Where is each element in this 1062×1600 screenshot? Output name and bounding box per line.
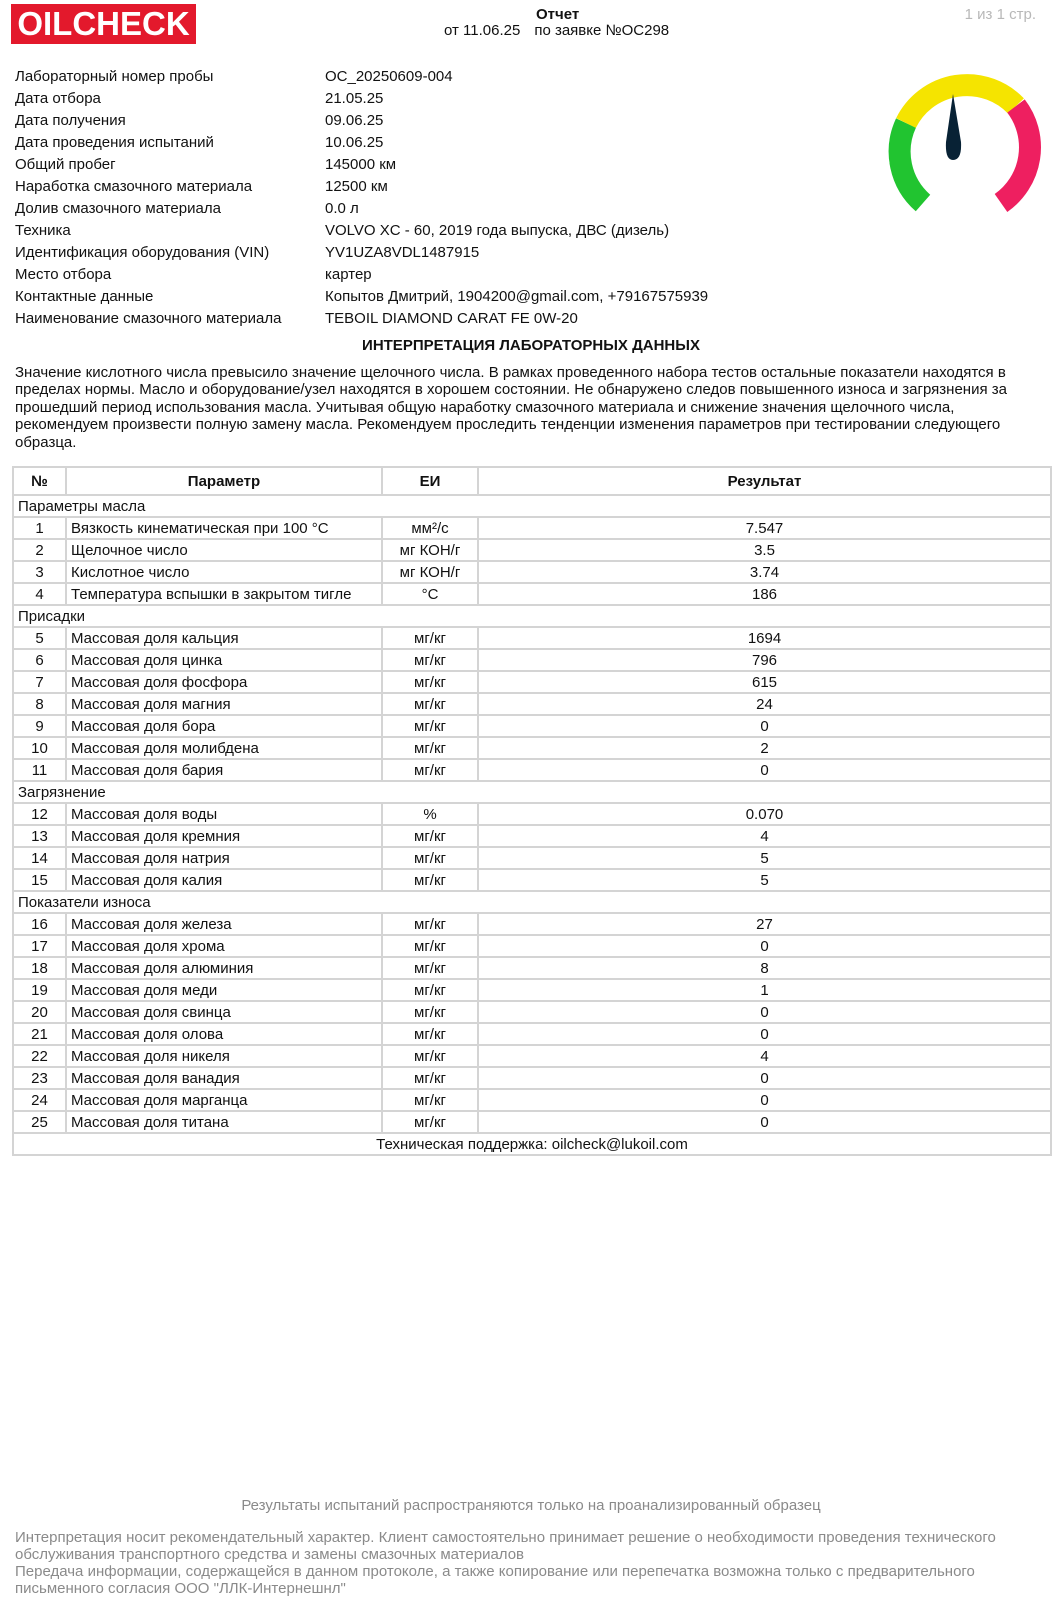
info-label: Наименование смазочного материала: [15, 310, 282, 327]
cell-param: Массовая доля фосфора: [66, 671, 382, 693]
section-title: Показатели износа: [13, 891, 1051, 913]
cell-result: 1: [478, 979, 1051, 1001]
table-body: [13, 495, 1051, 1133]
gauge-needle: [946, 94, 961, 160]
cell-unit: мг/кг: [382, 759, 478, 781]
info-value: Копытов Дмитрий, 1904200@gmail.com, +79167575939: [325, 288, 709, 305]
condition-gauge: [886, 68, 1056, 218]
results-table: [12, 466, 1052, 1156]
cell-param: Массовая доля бора: [66, 715, 382, 737]
gauge-yellow-segment: [906, 85, 1016, 123]
cell-num: 1: [13, 517, 66, 539]
cell-result: 27: [478, 913, 1051, 935]
cell-result: 7.547: [478, 517, 1051, 539]
cell-num: 25: [13, 1111, 66, 1133]
cell-unit: мг/кг: [382, 649, 478, 671]
cell-result: 0: [478, 1067, 1051, 1089]
section-row: [13, 605, 1051, 627]
cell-result: 3.74: [478, 561, 1051, 583]
table-header-row: [13, 467, 1051, 495]
cell-param: Массовая доля хрома: [66, 935, 382, 957]
cell-param: Кислотное число: [66, 561, 382, 583]
cell-param: Массовая доля никеля: [66, 1045, 382, 1067]
table-row: [13, 583, 1051, 605]
table-row: [13, 561, 1051, 583]
table-row: [13, 1001, 1051, 1023]
table-row: [13, 803, 1051, 825]
table-row: [13, 671, 1051, 693]
cell-result: 0: [478, 1001, 1051, 1023]
cell-unit: мг/кг: [382, 671, 478, 693]
table-row: [13, 869, 1051, 891]
cell-num: 14: [13, 847, 66, 869]
section-title: Параметры масла: [13, 495, 1051, 517]
table-row: [13, 957, 1051, 979]
info-label: Долив смазочного материала: [15, 200, 221, 217]
cell-unit: мг/кг: [382, 715, 478, 737]
cell-num: 9: [13, 715, 66, 737]
info-label: Дата получения: [15, 112, 126, 129]
cell-unit: мг/кг: [382, 847, 478, 869]
cell-result: 2: [478, 737, 1051, 759]
info-row: [15, 286, 708, 308]
info-row: [15, 220, 708, 242]
cell-num: 4: [13, 583, 66, 605]
info-row: [15, 66, 708, 88]
info-value: 09.06.25: [325, 112, 384, 129]
cell-unit: мг КОН/г: [382, 539, 478, 561]
info-value: 10.06.25: [325, 134, 384, 151]
info-row: [15, 264, 708, 286]
table-row: [13, 979, 1051, 1001]
disclaimer-line-1: Интерпретация носит рекомендательный характер. Клиент самостоятельно принимает решение о необходимости проведения технического обслуживания транспортного средства и замены смазочных материалов: [15, 1529, 996, 1563]
support-row: [13, 1133, 1051, 1155]
cell-result: 796: [478, 649, 1051, 671]
cell-num: 17: [13, 935, 66, 957]
cell-unit: мг/кг: [382, 1111, 478, 1133]
info-row: [15, 154, 708, 176]
section-row: [13, 891, 1051, 913]
cell-param: Массовая доля марганца: [66, 1089, 382, 1111]
cell-num: 19: [13, 979, 66, 1001]
table-row: [13, 1023, 1051, 1045]
info-value: 145000 км: [325, 156, 397, 173]
cell-unit: мг КОН/г: [382, 561, 478, 583]
cell-param: Температура вспышки в закрытом тигле: [66, 583, 382, 605]
cell-unit: мг/кг: [382, 935, 478, 957]
cell-num: 18: [13, 957, 66, 979]
info-label: Лабораторный номер пробы: [15, 68, 214, 85]
cell-num: 8: [13, 693, 66, 715]
header-num: №: [13, 467, 66, 495]
disclaimer: [15, 1529, 1050, 1597]
info-value: картер: [325, 266, 372, 283]
cell-unit: мг/кг: [382, 1089, 478, 1111]
cell-result: 24: [478, 693, 1051, 715]
table-row: [13, 737, 1051, 759]
cell-param: Массовая доля цинка: [66, 649, 382, 671]
cell-param: Массовая доля калия: [66, 869, 382, 891]
cell-unit: мг/кг: [382, 957, 478, 979]
gauge-green-segment: [900, 123, 923, 203]
cell-param: Массовая доля магния: [66, 693, 382, 715]
info-label: Место отбора: [15, 266, 112, 283]
cell-result: 186: [478, 583, 1051, 605]
interpretation-title: ИНТЕРПРЕТАЦИЯ ЛАБОРАТОРНЫХ ДАННЫХ: [362, 337, 700, 354]
info-label: Контактные данные: [15, 288, 154, 305]
info-label: Общий пробег: [15, 156, 116, 173]
info-label: Идентификация оборудования (VIN): [15, 244, 270, 261]
sample-info: [15, 66, 708, 330]
cell-param: Массовая доля титана: [66, 1111, 382, 1133]
cell-param: Массовая доля олова: [66, 1023, 382, 1045]
cell-result: 615: [478, 671, 1051, 693]
cell-num: 21: [13, 1023, 66, 1045]
header-unit: ЕИ: [382, 467, 478, 495]
cell-unit: °С: [382, 583, 478, 605]
info-value: YV1UZA8VDL1487915: [325, 244, 480, 261]
cell-unit: мг/кг: [382, 869, 478, 891]
table-row: [13, 1111, 1051, 1133]
table-row: [13, 759, 1051, 781]
report-date: от 11.06.25: [444, 22, 521, 39]
section-row: [13, 781, 1051, 803]
cell-unit: мг/кг: [382, 913, 478, 935]
cell-unit: мг/кг: [382, 1045, 478, 1067]
gauge-red-segment: [1001, 106, 1030, 203]
footer-note: Результаты испытаний распространяются только на проанализированный образец: [241, 1497, 821, 1514]
cell-result: 0: [478, 759, 1051, 781]
cell-result: 0: [478, 1023, 1051, 1045]
cell-param: Вязкость кинематическая при 100 °С: [66, 517, 382, 539]
cell-num: 16: [13, 913, 66, 935]
disclaimer-line-2: Передача информации, содержащейся в данном протоколе, а также копирование или перепечатка возможна только с предварительного письменного согласия ООО "ЛЛК-Интернешнл": [15, 1563, 975, 1597]
table-row: [13, 627, 1051, 649]
info-label: Техника: [15, 222, 71, 239]
cell-num: 3: [13, 561, 66, 583]
cell-param: Массовая доля меди: [66, 979, 382, 1001]
info-row: [15, 110, 708, 132]
cell-num: 2: [13, 539, 66, 561]
report-order: по заявке №OC298: [534, 22, 670, 39]
table-row: [13, 1067, 1051, 1089]
report-subtitle: [444, 22, 683, 39]
cell-result: 4: [478, 1045, 1051, 1067]
info-row: [15, 176, 708, 198]
cell-result: 0: [478, 1089, 1051, 1111]
cell-param: Массовая доля бария: [66, 759, 382, 781]
cell-param: Массовая доля свинца: [66, 1001, 382, 1023]
cell-unit: мм²/с: [382, 517, 478, 539]
section-title: Присадки: [13, 605, 1051, 627]
section-title: Загрязнение: [13, 781, 1051, 803]
info-value: OC_20250609-004: [325, 68, 453, 85]
cell-result: 8: [478, 957, 1051, 979]
cell-param: Щелочное число: [66, 539, 382, 561]
table-row: [13, 649, 1051, 671]
cell-unit: мг/кг: [382, 1067, 478, 1089]
info-row: [15, 88, 708, 110]
cell-num: 6: [13, 649, 66, 671]
cell-num: 24: [13, 1089, 66, 1111]
table-row: [13, 825, 1051, 847]
table-row: [13, 693, 1051, 715]
cell-num: 12: [13, 803, 66, 825]
interpretation-text: Значение кислотного числа превысило значение щелочного числа. В рамках проведенного набора тестов остальные показатели находятся в пределах нормы. Масло и оборудование/узел находятся в хорошем состоянии. Не обнаружено следов повышенного износа и загрязнения за прошедший период использования масла. Учитывая общую наработку смазочного материала и снижение значения щелочного числа, рекомендуем произвести полную замену масла. Рекомендуем проследить тенденции изменения параметров при тестировании следующего образца.: [15, 364, 1007, 451]
support-text: Техническая поддержка: oilcheck@lukoil.com: [13, 1133, 1051, 1155]
cell-unit: мг/кг: [382, 825, 478, 847]
table-row: [13, 1089, 1051, 1111]
cell-num: 11: [13, 759, 66, 781]
cell-param: Массовая доля железа: [66, 913, 382, 935]
cell-param: Массовая доля кальция: [66, 627, 382, 649]
cell-num: 23: [13, 1067, 66, 1089]
table-row: [13, 935, 1051, 957]
cell-result: 1694: [478, 627, 1051, 649]
cell-unit: мг/кг: [382, 979, 478, 1001]
cell-unit: мг/кг: [382, 627, 478, 649]
cell-result: 0: [478, 715, 1051, 737]
info-row: [15, 198, 708, 220]
cell-unit: мг/кг: [382, 693, 478, 715]
info-value: 0.0 л: [325, 200, 359, 217]
cell-unit: %: [382, 803, 478, 825]
cell-param: Массовая доля молибдена: [66, 737, 382, 759]
cell-result: 0: [478, 935, 1051, 957]
info-row: [15, 308, 708, 330]
cell-result: 3.5: [478, 539, 1051, 561]
report-title: Отчет: [536, 6, 580, 23]
cell-num: 15: [13, 869, 66, 891]
cell-num: 22: [13, 1045, 66, 1067]
cell-param: Массовая доля натрия: [66, 847, 382, 869]
info-value: TEBOIL DIAMOND CARAT FE 0W-20: [325, 310, 578, 327]
info-row: [15, 132, 708, 154]
info-value: 21.05.25: [325, 90, 384, 107]
table-row: [13, 715, 1051, 737]
info-value: VOLVO XC - 60, 2019 года выпуска, ДВС (дизель): [325, 222, 670, 239]
cell-param: Массовая доля алюминия: [66, 957, 382, 979]
cell-num: 20: [13, 1001, 66, 1023]
cell-param: Массовая доля кремния: [66, 825, 382, 847]
header-param: Параметр: [66, 467, 382, 495]
page-number: 1 из 1 стр.: [964, 6, 1036, 23]
cell-result: 5: [478, 869, 1051, 891]
table-row: [13, 517, 1051, 539]
cell-unit: мг/кг: [382, 737, 478, 759]
info-label: Дата отбора: [15, 90, 101, 107]
table-row: [13, 539, 1051, 561]
section-row: [13, 495, 1051, 517]
cell-param: Массовая доля воды: [66, 803, 382, 825]
cell-result: 5: [478, 847, 1051, 869]
info-value: 12500 км: [325, 178, 388, 195]
info-label: Наработка смазочного материала: [15, 178, 253, 195]
cell-param: Массовая доля ванадия: [66, 1067, 382, 1089]
cell-num: 10: [13, 737, 66, 759]
info-label: Дата проведения испытаний: [15, 134, 214, 151]
table-row: [13, 847, 1051, 869]
cell-result: 4: [478, 825, 1051, 847]
table-row: [13, 1045, 1051, 1067]
info-row: [15, 242, 708, 264]
cell-num: 7: [13, 671, 66, 693]
cell-num: 5: [13, 627, 66, 649]
oilcheck-logo: OILCHECK: [11, 4, 196, 44]
header-result: Результат: [478, 467, 1051, 495]
cell-unit: мг/кг: [382, 1001, 478, 1023]
cell-result: 0.070: [478, 803, 1051, 825]
cell-unit: мг/кг: [382, 1023, 478, 1045]
cell-num: 13: [13, 825, 66, 847]
table-row: [13, 913, 1051, 935]
cell-result: 0: [478, 1111, 1051, 1133]
